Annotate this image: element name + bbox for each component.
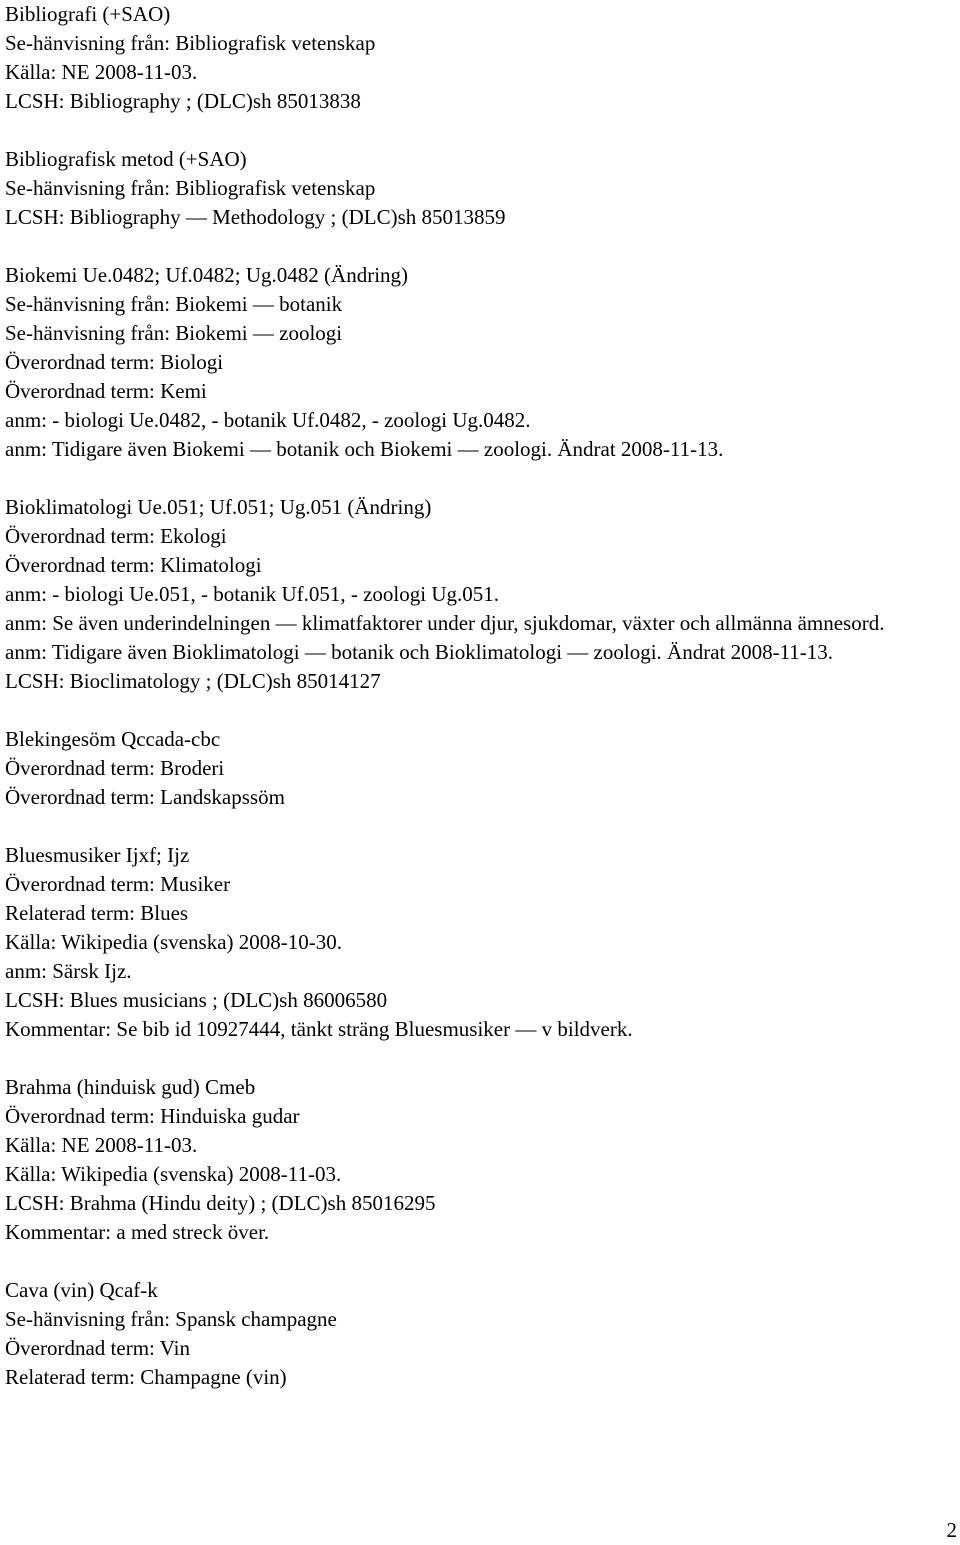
- lcsh-note: LCSH: Bibliography ; (DLC)sh 85013838: [5, 89, 361, 113]
- broader-term: Överordnad term: Kemi: [5, 379, 207, 403]
- entry-brahma: [5, 1073, 953, 1247]
- entry-heading: Biokemi Ue.0482; Uf.0482; Ug.0482 (Ändring): [5, 263, 409, 287]
- lcsh-note: LCSH: Blues musicians ; (DLC)sh 86006580: [5, 988, 388, 1012]
- entry-heading: Bibliografisk metod (+SAO): [5, 147, 247, 171]
- broader-term: Överordnad term: Hinduiska gudar: [5, 1104, 300, 1128]
- see-from-reference: Se-hänvisning från: Bibliografisk vetenskap: [5, 176, 376, 200]
- entry-bioklimatologi: [5, 493, 953, 696]
- entry-heading: Bioklimatologi Ue.051; Uf.051; Ug.051 (Ändring): [5, 495, 432, 519]
- entry-bibliografi: [5, 0, 953, 116]
- source-note: Källa: Wikipedia (svenska) 2008-11-03.: [5, 1162, 342, 1186]
- entry-heading: Blekingesöm Qccada-cbc: [5, 727, 221, 751]
- broader-term: Överordnad term: Vin: [5, 1336, 190, 1360]
- source-note: Källa: NE 2008-11-03.: [5, 1133, 198, 1157]
- annotation-note: anm: Tidigare även Biokemi — botanik och Biokemi — zoologi. Ändrat 2008-11-13.: [5, 437, 724, 461]
- broader-term: Överordnad term: Landskapssöm: [5, 785, 285, 809]
- lcsh-note: LCSH: Bioclimatology ; (DLC)sh 85014127: [5, 669, 381, 693]
- source-note: Källa: NE 2008-11-03.: [5, 60, 198, 84]
- entry-heading: Cava (vin) Qcaf-k: [5, 1278, 158, 1302]
- document-page: [5, 0, 953, 1421]
- entry-biokemi: [5, 261, 953, 464]
- entry-blekingesom: [5, 725, 953, 812]
- see-from-reference: Se-hänvisning från: Biokemi — zoologi: [5, 321, 343, 345]
- see-from-reference: Se-hänvisning från: Biokemi — botanik: [5, 292, 343, 316]
- broader-term: Överordnad term: Ekologi: [5, 524, 227, 548]
- broader-term: Överordnad term: Broderi: [5, 756, 225, 780]
- source-note: Källa: Wikipedia (svenska) 2008-10-30.: [5, 930, 343, 954]
- entry-bluesmusiker: [5, 841, 953, 1044]
- entry-heading: Brahma (hinduisk gud) Cmeb: [5, 1075, 256, 1099]
- related-term: Relaterad term: Champagne (vin): [5, 1365, 287, 1389]
- related-term: Relaterad term: Blues: [5, 901, 189, 925]
- lcsh-note: LCSH: Brahma (Hindu deity) ; (DLC)sh 85016295: [5, 1191, 436, 1215]
- annotation-note: anm: - biologi Ue.0482, - botanik Uf.0482, - zoologi Ug.0482.: [5, 408, 531, 432]
- annotation-note: anm: Se även underindelningen — klimatfaktorer under djur, sjukdomar, växter och allmänna ämnesord.: [5, 611, 885, 635]
- broader-term: Överordnad term: Biologi: [5, 350, 224, 374]
- page-number: 2: [946, 1518, 957, 1542]
- annotation-note: anm: Särsk Ijz.: [5, 959, 132, 983]
- comment-note: Kommentar: Se bib id 10927444, tänkt sträng Bluesmusiker — v bildverk.: [5, 1017, 633, 1041]
- entry-cava: [5, 1276, 953, 1392]
- entry-heading: Bibliografi (+SAO): [5, 2, 171, 26]
- lcsh-note: LCSH: Bibliography — Methodology ; (DLC)sh 85013859: [5, 205, 506, 229]
- broader-term: Överordnad term: Klimatologi: [5, 553, 262, 577]
- entry-bibliografisk-metod: [5, 145, 953, 232]
- annotation-note: anm: - biologi Ue.051, - botanik Uf.051, - zoologi Ug.051.: [5, 582, 500, 606]
- entry-heading: Bluesmusiker Ijxf; Ijz: [5, 843, 190, 867]
- annotation-note: anm: Tidigare även Bioklimatologi — botanik och Bioklimatologi — zoologi. Ändrat 2008-11-13.: [5, 640, 834, 664]
- see-from-reference: Se-hänvisning från: Bibliografisk vetenskap: [5, 31, 376, 55]
- comment-note: Kommentar: a med streck över.: [5, 1220, 270, 1244]
- broader-term: Överordnad term: Musiker: [5, 872, 231, 896]
- see-from-reference: Se-hänvisning från: Spansk champagne: [5, 1307, 337, 1331]
